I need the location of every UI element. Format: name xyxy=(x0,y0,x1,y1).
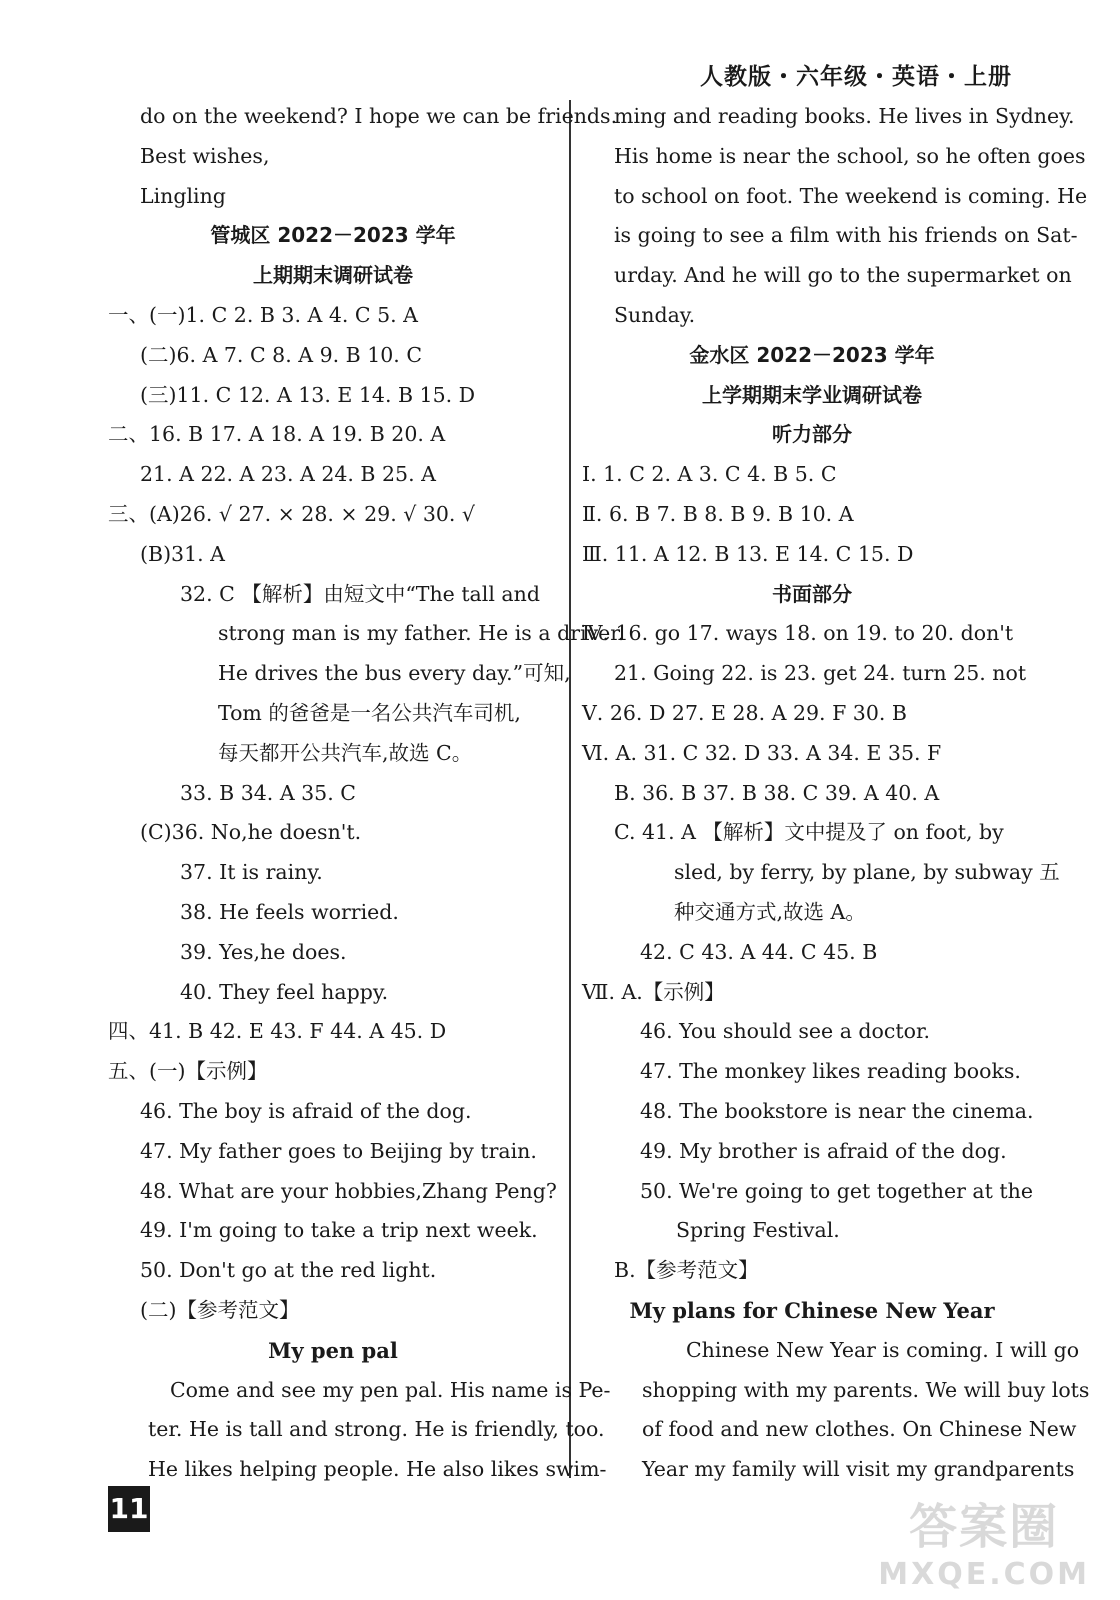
answer-line: Ⅱ. 6. B 7. B 8. B 9. B 10. A xyxy=(582,501,854,526)
section-heading: 上学期期末学业调研试卷 xyxy=(702,382,922,407)
answer-line: 49. My brother is afraid of the dog. xyxy=(640,1138,1007,1163)
watermark-site-text: MXQE.COM xyxy=(878,1557,1090,1592)
text-line: do on the weekend? I hope we can be friends. xyxy=(140,104,618,128)
answer-line: 39. Yes,he does. xyxy=(180,939,347,964)
section-heading: 管城区 2022－2023 学年 xyxy=(210,223,456,248)
essay-line: to school on foot. The weekend is coming. He xyxy=(614,183,1088,208)
section-heading: 书面部分 xyxy=(772,581,852,606)
answer-line: 47. The monkey likes reading books. xyxy=(640,1059,1021,1084)
explanation-line: 32. C 【解析】由短文中“The tall and xyxy=(180,581,540,606)
answer-line: 三、(A)26. √ 27. × 28. × 29. √ 30. √ xyxy=(108,501,475,526)
page-header-title: 人教版・六年级・英语・上册 xyxy=(700,64,1012,90)
section-heading: 上期期末调研试卷 xyxy=(253,263,413,288)
essay-line: urday. And he will go to the supermarket on xyxy=(614,263,1072,288)
watermark-logo xyxy=(878,1488,1090,1592)
essay-line: Come and see my pen pal. His name is Pe- xyxy=(170,1377,611,1402)
answer-line: 47. My father goes to Beijing by train. xyxy=(140,1138,537,1163)
answer-line: Ⅲ. 11. A 12. B 13. E 14. C 15. D xyxy=(582,541,914,566)
answer-line: 37. It is rainy. xyxy=(180,860,323,885)
answer-line: 21. Going 22. is 23. get 24. turn 25. not xyxy=(614,661,1027,686)
answer-line: 33. B 34. A 35. C xyxy=(180,780,356,805)
page-number: 11 xyxy=(108,1486,150,1532)
answer-line: Ⅳ. 16. go 17. ways 18. on 19. to 20. don't xyxy=(582,621,1014,646)
answer-line: 四、41. B 42. E 43. F 44. A 45. D xyxy=(108,1019,447,1044)
answer-line: 48. The bookstore is near the cinema. xyxy=(640,1098,1034,1123)
answer-line: 21. A 22. A 23. A 24. B 25. A xyxy=(140,462,436,487)
essay-line: of food and new clothes. On Chinese New xyxy=(642,1417,1077,1442)
column-divider xyxy=(569,100,571,1478)
answer-line: 38. He feels worried. xyxy=(180,899,399,924)
explanation-line: Tom 的爸爸是一名公共汽车司机, xyxy=(218,700,521,725)
answer-line: 二、16. B 17. A 18. A 19. B 20. A xyxy=(108,422,446,447)
text-line: Best wishes, xyxy=(140,143,270,168)
answer-line: 50. We're going to get together at the xyxy=(640,1178,1033,1203)
explanation-line: 种交通方式,故选 A。 xyxy=(674,899,866,924)
answer-line: (三)11. C 12. A 13. E 14. B 15. D xyxy=(140,382,476,407)
text-line: Lingling xyxy=(140,183,226,208)
right-column xyxy=(582,97,1090,1490)
answer-line: B. 36. B 37. B 38. C 39. A 40. A xyxy=(614,780,940,805)
left-column xyxy=(108,97,625,1490)
answer-line: 50. Don't go at the red light. xyxy=(140,1258,437,1283)
essay-title: My plans for Chinese New Year xyxy=(629,1297,995,1323)
answer-line: 46. You should see a doctor. xyxy=(640,1019,931,1044)
answer-line: Ⅰ. 1. C 2. A 3. C 4. B 5. C xyxy=(582,462,837,487)
essay-line: His home is near the school, so he often goes xyxy=(614,143,1086,168)
answer-line: (B)31. A xyxy=(140,541,225,566)
essay-line: is going to see a film with his friends on Sat- xyxy=(614,223,1078,248)
answer-line: 46. The boy is afraid of the dog. xyxy=(140,1098,472,1123)
explanation-line: strong man is my father. He is a driver. xyxy=(218,621,625,646)
explanation-line: 每天都开公共汽车,故选 C。 xyxy=(218,740,473,765)
answer-line: Ⅴ. 26. D 27. E 28. A 29. F 30. B xyxy=(582,700,907,725)
answer-line: Ⅵ. A. 31. C 32. D 33. A 34. E 35. F xyxy=(582,740,942,765)
essay-line: shopping with my parents. We will buy lots xyxy=(642,1377,1090,1402)
explanation-line: He drives the bus every day.”可知, xyxy=(218,661,571,686)
answer-line: (C)36. No,he doesn't. xyxy=(140,820,362,845)
answer-line: Ⅶ. A.【示例】 xyxy=(582,979,725,1004)
section-heading: 听力部分 xyxy=(772,422,852,447)
answer-line: B.【参考范文】 xyxy=(614,1258,759,1283)
answer-line: 五、(一)【示例】 xyxy=(108,1059,268,1084)
answer-line: 48. What are your hobbies,Zhang Peng? xyxy=(140,1178,557,1203)
essay-title: My pen pal xyxy=(268,1337,398,1363)
section-heading: 金水区 2022－2023 学年 xyxy=(689,342,935,367)
essay-line: ter. He is tall and strong. He is friendly, too. xyxy=(148,1417,605,1442)
answer-line: (二)【参考范文】 xyxy=(140,1297,300,1322)
essay-line: He likes helping people. He also likes swim- xyxy=(148,1457,607,1482)
answer-line: 42. C 43. A 44. C 45. B xyxy=(640,939,878,964)
essay-line: Sunday. xyxy=(614,302,696,327)
explanation-line: C. 41. A 【解析】文中提及了 on foot, by xyxy=(614,820,1004,845)
answer-line: Spring Festival. xyxy=(676,1218,840,1243)
watermark-logo-text: 答案圈 xyxy=(909,1499,1060,1555)
answer-line: 一、(一)1. C 2. B 3. A 4. C 5. A xyxy=(108,302,418,327)
essay-line: Year my family will visit my grandparents xyxy=(642,1457,1075,1482)
answer-line: (二)6. A 7. C 8. A 9. B 10. C xyxy=(140,342,423,367)
answer-line: 49. I'm going to take a trip next week. xyxy=(140,1218,538,1243)
explanation-line: sled, by ferry, by plane, by subway 五 xyxy=(674,860,1060,885)
essay-line: ming and reading books. He lives in Sydney. xyxy=(614,104,1075,128)
essay-line: Chinese New Year is coming. I will go xyxy=(686,1337,1080,1362)
answer-line: 40. They feel happy. xyxy=(180,979,389,1004)
